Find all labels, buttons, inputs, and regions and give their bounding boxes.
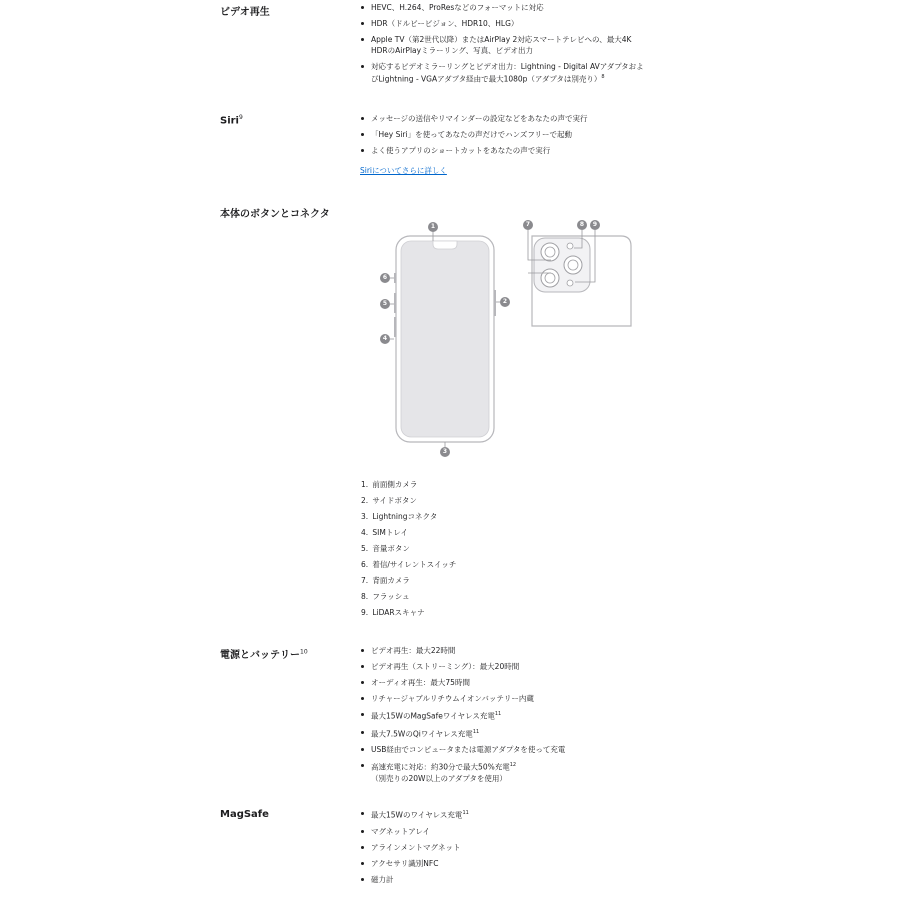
list-item-tail: （別売りの20W以上のアダプタを使用） <box>371 773 507 783</box>
item-label: SIMトレイ <box>372 528 408 537</box>
section-title-magsafe: MagSafe <box>220 809 269 820</box>
item-label: 音量ボタン <box>372 544 410 553</box>
side-button <box>494 290 496 316</box>
footnote-ref[interactable]: 11 <box>494 711 502 717</box>
item-label: 背面カメラ <box>372 576 410 585</box>
footnote-ref[interactable]: 11 <box>462 810 469 816</box>
list-item <box>360 61 650 85</box>
item-label: Lightningコネクタ <box>372 512 438 521</box>
callout-5: 5 <box>380 299 390 309</box>
list-item: リチャージャブルリチウムイオンバッテリー内蔵 <box>360 693 650 704</box>
list-item: メッセージの送信やリマインダーの設定などをあなたの声で実行 <box>360 113 650 124</box>
lidar <box>567 280 573 286</box>
callout-3: 3 <box>440 447 450 457</box>
list-item: 磁力計 <box>360 874 650 885</box>
list-item <box>361 525 456 541</box>
mute-switch <box>394 273 396 283</box>
list-item-text: 最大7.5WのQiワイヤレス充電 <box>371 729 473 738</box>
magsafe-list <box>360 808 650 890</box>
list-item: ビデオ再生：最大22時間 <box>360 645 650 656</box>
section-title-power <box>220 646 308 661</box>
item-number: 8. <box>361 592 369 601</box>
video-list <box>360 2 650 90</box>
list-item-text: 最大15WのMagSafeワイヤレス充電 <box>371 711 495 721</box>
list-item <box>361 541 456 557</box>
list-item: よく使うアプリのショートカットをあなたの声で実行 <box>360 145 650 156</box>
phone-screen <box>401 241 489 437</box>
callout-6: 6 <box>380 273 390 283</box>
callout-4: 4 <box>380 334 390 344</box>
siri-list <box>360 113 650 161</box>
list-item <box>361 573 456 589</box>
iphone-diagram <box>376 218 638 458</box>
section-title-buttons: 本体のボタンとコネクタ <box>220 209 330 220</box>
section-title-text: Siri <box>220 115 239 127</box>
callout-2: 2 <box>500 297 510 307</box>
item-label: 前面側カメラ <box>372 480 418 489</box>
list-item <box>360 709 650 722</box>
footnote-ref[interactable]: 9 <box>239 114 243 121</box>
iphone-illustration <box>376 218 638 458</box>
list-item: ビデオ再生（ストリーミング）：最大20時間 <box>360 661 650 672</box>
section-title-siri <box>220 114 243 126</box>
item-number: 7. <box>361 576 369 585</box>
parts-list <box>361 477 456 621</box>
list-item <box>360 760 650 784</box>
list-item: 「Hey Siri」を使ってあなたの声だけでハンズフリーで起動 <box>360 129 650 140</box>
callout-1: 1 <box>428 222 438 232</box>
list-item: マグネットアレイ <box>360 826 650 837</box>
list-item: アラインメントマグネット <box>360 842 650 853</box>
list-item <box>361 557 456 573</box>
item-label: フラッシュ <box>372 592 410 601</box>
volume-up <box>394 293 396 313</box>
list-item-text: 対応するビデオミラーリングとビデオ出力：Lightning - Digital AVアダプタおよびLightning - VGAアダプタ経由で最大1080p（アダプタは別売り） <box>371 62 644 84</box>
item-label: LiDARスキャナ <box>372 608 425 617</box>
flash <box>567 243 573 249</box>
list-item: オーディオ再生：最大75時間 <box>360 677 650 688</box>
list-item-text: 最大15Wのワイヤレス充電 <box>371 810 463 820</box>
footnote-ref[interactable]: 11 <box>472 728 480 735</box>
volume-down <box>394 317 396 337</box>
list-item-text: 高速充電に対応：約30分で最大50%充電 <box>371 762 510 772</box>
callout-9: 9 <box>590 220 600 230</box>
item-number: 6. <box>361 560 369 569</box>
section-title-video: ビデオ再生 <box>220 7 270 18</box>
list-item: HEVC、H.264、ProResなどのフォーマットに対応 <box>360 2 650 13</box>
footnote-ref[interactable]: 10 <box>300 648 308 656</box>
notch <box>433 241 457 249</box>
item-number: 1. <box>361 480 369 489</box>
item-number: 9. <box>361 608 369 617</box>
list-item <box>361 605 456 621</box>
list-item <box>361 477 456 493</box>
list-item <box>360 808 650 821</box>
item-label: サイドボタン <box>372 496 417 505</box>
item-number: 5. <box>361 544 369 553</box>
list-item: USB経由でコンピュータまたは電源アダプタを使って充電 <box>360 744 650 755</box>
item-number: 2. <box>361 496 369 505</box>
callout-7: 7 <box>523 220 533 230</box>
list-item <box>361 509 456 525</box>
section-title-text: 電源とバッテリー <box>220 650 300 661</box>
footnote-ref[interactable]: 12 <box>509 762 517 768</box>
callout-8: 8 <box>577 220 587 230</box>
list-item: HDR（ドルビービジョン、HDR10、HLG） <box>360 18 650 29</box>
list-item: Apple TV（第2世代以降）またはAirPlay 2対応スマートテレビへの、最大4K HDRのAirPlayミラーリング、写真、ビデオ出力 <box>360 34 650 56</box>
list-item <box>361 589 456 605</box>
list-item <box>360 727 650 740</box>
item-label: 着信/サイレントスイッチ <box>372 560 457 569</box>
item-number: 3. <box>361 512 369 521</box>
siri-learn-more-link[interactable]: Siriについてさらに詳しく <box>360 166 447 175</box>
footnote-ref[interactable]: 8 <box>601 74 605 80</box>
item-number: 4. <box>361 528 369 537</box>
list-item: アクセサリ識別NFC <box>360 858 650 869</box>
power-list <box>360 645 650 789</box>
list-item <box>361 493 456 509</box>
